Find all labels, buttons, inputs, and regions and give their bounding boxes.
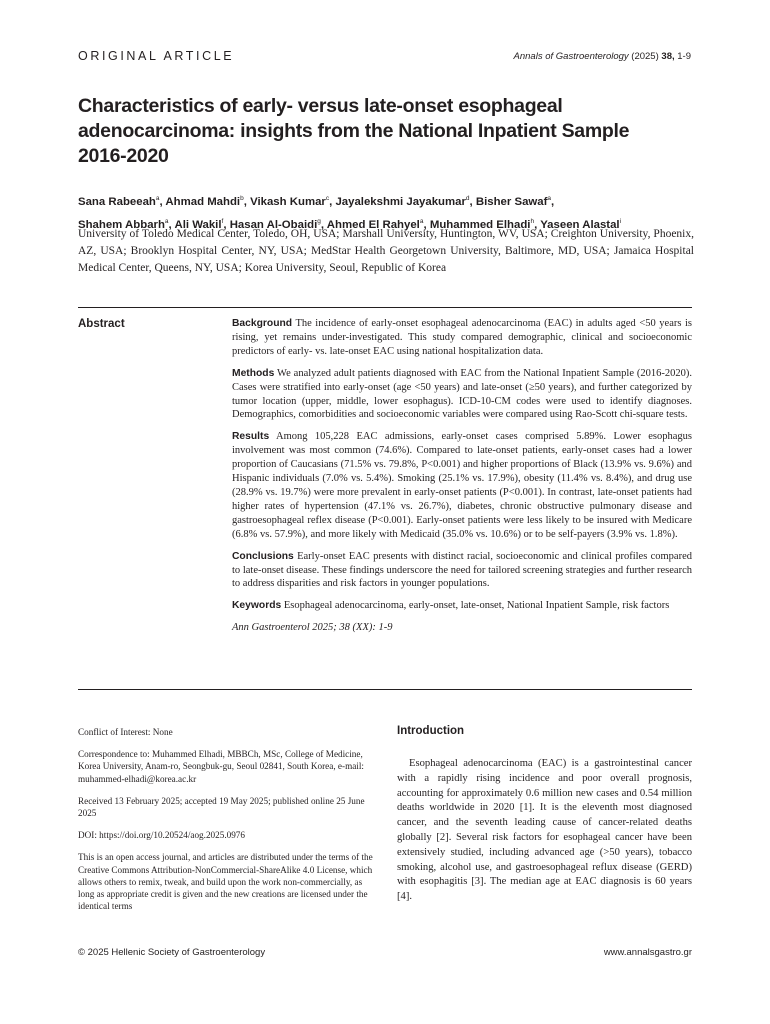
abstract-methods (232, 367, 692, 423)
abstract-citation: Ann Gastroenterol 2025; 38 (XX): 1-9 (232, 622, 393, 634)
conflict-of-interest: Conflict of Interest: None (78, 727, 173, 737)
footer-copyright: © 2025 Hellenic Society of Gastroenterology (78, 947, 266, 958)
keywords-lead: Keywords (232, 600, 282, 612)
keywords-text: Esophageal adenocarcinoma, early-onset, late-onset, National Inpatient Sample, risk factors (283, 600, 670, 612)
license-statement: This is an open access journal, and articles are distributed under the terms of the Creative Commons Attribution-NonCommercial-ShareAlike 4.0 License, which allows others to remix, tweak, and build upon the work non-commercially, as long as appropriate credit is given and the new creations are licensed under the identical terms (78, 852, 373, 912)
author-name: Ali Wakil (174, 219, 222, 231)
introduction-heading: Introduction (397, 725, 465, 737)
author-name: Muhammed Elhadi (429, 219, 531, 231)
abstract-conclusions (232, 550, 692, 592)
author-name: Sana Rabeeah (78, 196, 156, 208)
conclusions-lead: Conclusions (232, 550, 294, 562)
journal-pages: 1-9 (677, 51, 691, 62)
author-name: Ahmed El Rahyel (326, 219, 420, 231)
author-affiliation-mark: a (155, 195, 160, 202)
abstract-background (232, 317, 692, 359)
author-affiliation-mark: a (547, 195, 552, 202)
affiliations: University of Toledo Medical Center, Toledo, OH, USA; Marshall University, Huntington, WV, USA; Creighton University, Phoenix, AZ, USA; Brooklyn Hospital Center, NY, USA; MedStar Health Georgetown University, Baltimore, MD, USA; Jamaica Hospital Medical Center, Queens, NY, USA; Korea University, Seoul, Republic of Korea (78, 228, 694, 274)
author-name: Hasan Al-Obaidi (229, 219, 318, 231)
divider-bottom (78, 689, 692, 690)
author-affiliation-mark: a (164, 218, 169, 225)
journal-year: (2025) (631, 51, 659, 62)
author-affiliation-mark: d (465, 195, 470, 202)
author-affiliation-mark: b (240, 195, 244, 202)
author-list: Sana Rabeeah$^a$, Ahmad Mahdi$^b$, Vikash Kumar$^c$, Jayalekshmi Jayakumar$^d$, Bisher Sawaf$^a$, Shahem Abbarh$^a$, Ali Wakil$^f$, Hasan Al-Obaidi$^g$, Ahmed El Rahyel$^a$, Muhammed Elhadi$^h$, Yaseen Alastal$^i$ (78, 195, 622, 231)
author-name: Bisher Sawaf (475, 196, 548, 208)
author-name: Vikash Kumar (250, 196, 326, 208)
author (476, 196, 551, 208)
footer-website[interactable]: www.annalsgastro.gr (603, 947, 692, 958)
author-affiliation-mark: g (317, 218, 321, 225)
author-affiliation-mark: f (221, 218, 224, 225)
abstract-body (232, 317, 692, 643)
author-name: Shahem Abbarh (78, 219, 165, 231)
conclusions-text: Early-onset EAC presents with distinct racial, socioeconomic and clinical profiles compared to late-onset disease. These findings underscore the need for tailored screening strategies and further research to address disparities and risk factors in younger populations. (232, 550, 692, 590)
background-lead: Background (232, 318, 293, 329)
introduction-body: Esophageal adenocarcinoma (EAC) is a gastrointestinal cancer with a rapidly rising incidence and poor overall prognosis, accounting for approximately 0.6 million new cases and 0.54 million deaths worldwide in 2020 [1]. It is the eleventh most diagnosed cancer, and the seventh leading cause of cancer-related deaths globally [2]. Several risk factors for esophageal cancer have been extensively studied, including advanced age (>50 years), tobacco smoking, alcohol use, and gastroesophageal reflux disease (GERD) with esophagitis [3]. The median age at EAC diagnosis is 60 years [4]. (397, 758, 692, 903)
article-notes (78, 726, 376, 922)
background-text: The incidence of early-onset esophageal adenocarcinoma (EAC) in adults aged <50 years is rising, yet remains under-investigated. This study compared demographic, clinical and socioeconomic predictors of early- vs. late-onset EAC using national hospitalization data. (232, 318, 692, 357)
author (250, 196, 329, 208)
author-name: Jayalekshmi Jayakumar (335, 196, 466, 208)
doi-link[interactable]: DOI: https://doi.org/10.20524/aog.2025.0976 (78, 830, 245, 841)
article-type-kicker: ORIGINAL ARTICLE (78, 49, 235, 63)
author-affiliation-mark: a (419, 218, 424, 225)
results-lead: Results (232, 431, 270, 443)
journal-name: Annals of Gastroenterology (513, 51, 629, 62)
author (335, 196, 469, 208)
article-dates: Received 13 February 2025; accepted 19 May 2025; published online 25 June 2025 (78, 795, 365, 819)
journal-reference (514, 51, 691, 62)
author-name: Ahmad Mahdi (165, 196, 241, 208)
methods-lead: Methods (232, 367, 275, 379)
results-text: Among 105,228 EAC admissions, early-onset cases comprised 5.89%. Lower esophagus involvement was most common (74.6%). Compared to late-onset patients, early-onset cases had a lower proportion of Caucasians (71.5% vs. 79.8%, P<0.001) and higher proportions of Black (13.9% vs. 9.6%) and Hispanic individuals (7.0% vs. 5.4%). Smoking (25.1% vs. 17.9%), obesity (11.4% vs. 8.4%), and drug use (28.9% vs. 19.7%) were more prevalent in early-onset patients (P<0.001). In contrast, late-onset patients had higher rates of hypertension (47.1% vs. 26.7%), diabetes, chronic obstructive pulmonary disease and gastroesophageal reflex disease (P<0.001). Early-onset patients were less likely to be insured with Medicare (6.8% vs. 57.9%), and more likely with Medicaid (35.0% vs. 10.6%) or to be self-payers (3.9% vs. 1.8%). (232, 431, 692, 540)
abstract-label: Abstract (78, 318, 125, 330)
author (165, 196, 243, 208)
abstract-results (232, 430, 692, 541)
author-affiliation-mark: i (619, 218, 622, 225)
author-name: Yaseen Alastal (540, 219, 620, 231)
author (78, 196, 160, 208)
methods-text: We analyzed adult patients diagnosed with EAC from the National Inpatient Sample (2016-2020). Cases were stratified into early-onset (age <50 years) and late-onset (≥50 years), and further categorized by tumor location (upper, middle, lower esophagus). ICD-10-CM codes were used to identify diagnoses. Demographics, comorbidities and socioeconomic variables were compared using Rao-Scott chi-square tests. (232, 367, 692, 421)
correspondence: Correspondence to: Muhammed Elhadi, MBBCh, MSc, College of Medicine, Korea University, Anam-ro, Seongbuk-gu, Seoul 02841, South Korea, e-mail: muhammed-elhadi@korea.ac.kr (78, 749, 364, 784)
journal-volume: 38, (661, 51, 675, 62)
author-affiliation-mark: c (325, 195, 330, 202)
abstract-keywords (232, 599, 692, 613)
author-affiliation-mark: h (530, 218, 535, 225)
divider-top (78, 307, 692, 308)
article-title: Characteristics of early- versus late-onset esophageal adenocarcinoma: insights from the National Inpatient Sample 2016-2020 (78, 95, 630, 167)
